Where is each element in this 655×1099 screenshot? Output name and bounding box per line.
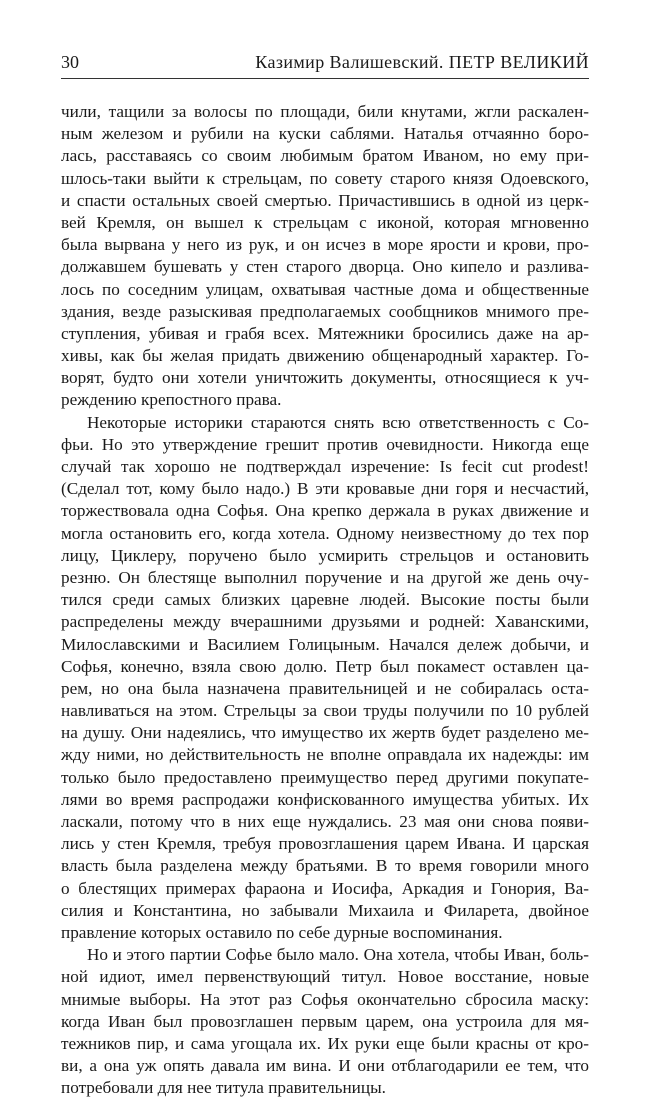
- text-line: вей Кремля, он вышел к стрельцам с иконой, которая мгновенно: [61, 212, 589, 232]
- text-line: лицу, Циклеру, поручено было усмирить стрельцов и остановить: [61, 545, 589, 565]
- text-line: тился среди самых близких царевне людей. Высокие посты были: [61, 590, 589, 610]
- text-line: лась, расставаясь со своим любимым братом Иваном, но ему при-: [61, 146, 589, 166]
- text-line: случай так хорошо не подтверждал изречение: Is fecit cut prodest!: [61, 457, 589, 476]
- body-text: [61, 101, 589, 1099]
- text-line: силия и Константина, но забывали Михаила и Филарета, двойное: [61, 900, 589, 920]
- text-line: хивы, как бы желая придать движению общенародный характер. Го-: [61, 346, 589, 366]
- text-line: ви, а она уж опять давала им вина. И они отблагодарили ее тем, что: [61, 1056, 589, 1076]
- text-line: торжествовала одна Софья. Она крепко держала в руках движение и: [61, 501, 589, 521]
- text-line: ворят, будто они хотели уничтожить документы, относящиеся к уч-: [61, 368, 589, 388]
- text-line: навливаться на этом. Стрельцы за свои труды получили по 10 рублей: [61, 701, 589, 721]
- text-line: должавшем бушевать у стен старого дворца. Оно кипело и разлива-: [61, 257, 589, 277]
- text-line: реждению крепостного права.: [61, 390, 282, 410]
- text-line: правление которых оставило по себе дурные воспоминания.: [61, 922, 503, 942]
- text-line: была вырвана у него из рук, и он исчез в море ярости и крови, про-: [61, 235, 589, 255]
- running-title: Казимир Валишевский. ПЕТР ВЕЛИКИЙ: [255, 52, 589, 72]
- text-line: здания, везде разыскивая предполагаемых сообщников мнимого пре-: [61, 301, 589, 321]
- text-line: (Сделал тот, кому было надо.) В эти кровавые дни горя и несчастий,: [61, 479, 589, 499]
- text-line: лись у стен Кремля, требуя провозглашения царем Ивана. И царская: [61, 834, 589, 854]
- text-line: ным железом и рубили на куски саблями. Наталья отчаянно боро-: [61, 124, 589, 144]
- page-number: 30: [61, 52, 79, 72]
- text-line: фьи. Но это утверждение грешит против очевидности. Никогда еще: [61, 434, 589, 454]
- text-line: на душу. Они надеялись, что имущество их жертв будет разделено ме-: [61, 723, 589, 743]
- text-line: тежников пир, и сама угощала их. Их руки еще были красны от кро-: [61, 1033, 589, 1053]
- text-line: лями во время распродажи конфискованного имущества убитых. Их: [61, 789, 589, 809]
- text-line: мнимые выборы. На этот раз Софья окончательно сбросила маску:: [61, 989, 589, 1009]
- text-line: шлось-таки выйти к стрельцам, по совету старого князя Одоевского,: [61, 168, 589, 188]
- text-line: и спасти остальных своей смертью. Причастившись в одной из церк-: [61, 190, 589, 210]
- text-line: только было предоставлено преимущество перед другими покупате-: [61, 767, 589, 787]
- text-line: чили, тащили за волосы по площади, били кнутами, жгли раскален-: [61, 102, 589, 121]
- text-line: распределены между вчерашними друзьями и родней: Хаванскими,: [61, 612, 589, 632]
- text-line: ной идиот, имел первенствующий титул. Новое восстание, новые: [61, 967, 589, 987]
- text-line: ласкали, потому что в них еще нуждались. 23 мая они снова появи-: [61, 812, 589, 831]
- text-line: рем, но она была назначена правительницей и не собиралась оста-: [61, 678, 589, 698]
- text-line: Некоторые историки стараются снять всю ответственность с Со-: [87, 412, 589, 432]
- text-line: Милославскими и Василием Голицыным. Начался дележ добычи, и: [61, 634, 589, 654]
- text-line: Софья, конечно, взяла свою долю. Петр был покамест оставлен ца-: [61, 656, 589, 676]
- text-line: жду ними, но действительность не вполне оправдала их надежды: им: [61, 745, 589, 765]
- text-line: когда Иван был провозглашен первым царем, она устроила для мя-: [61, 1011, 589, 1031]
- text-line: потребовали для нее титула правительницы.: [61, 1078, 386, 1098]
- text-line: могла остановить его, когда хотела. Одному неизвестному до тех пор: [61, 523, 589, 543]
- book-page: [61, 50, 589, 1099]
- text-line: лось по соседним улицам, охватывая частные дома и общественные: [61, 279, 589, 299]
- running-header: [61, 50, 589, 79]
- text-line: о блестящих примерах фараона и Иосифа, Аркадия и Гонория, Ва-: [61, 878, 589, 898]
- text-line: резню. Он блестяще выполнил поручение и на другой же день очу-: [61, 567, 589, 587]
- text-line: ступления, убивая и грабя всех. Мятежники бросились даже на ар-: [61, 323, 589, 343]
- text-line: Но и этого партии Софье было мало. Она хотела, чтобы Иван, боль-: [87, 945, 589, 965]
- text-line: власть была разделена между братьями. В то время говорили много: [61, 856, 589, 876]
